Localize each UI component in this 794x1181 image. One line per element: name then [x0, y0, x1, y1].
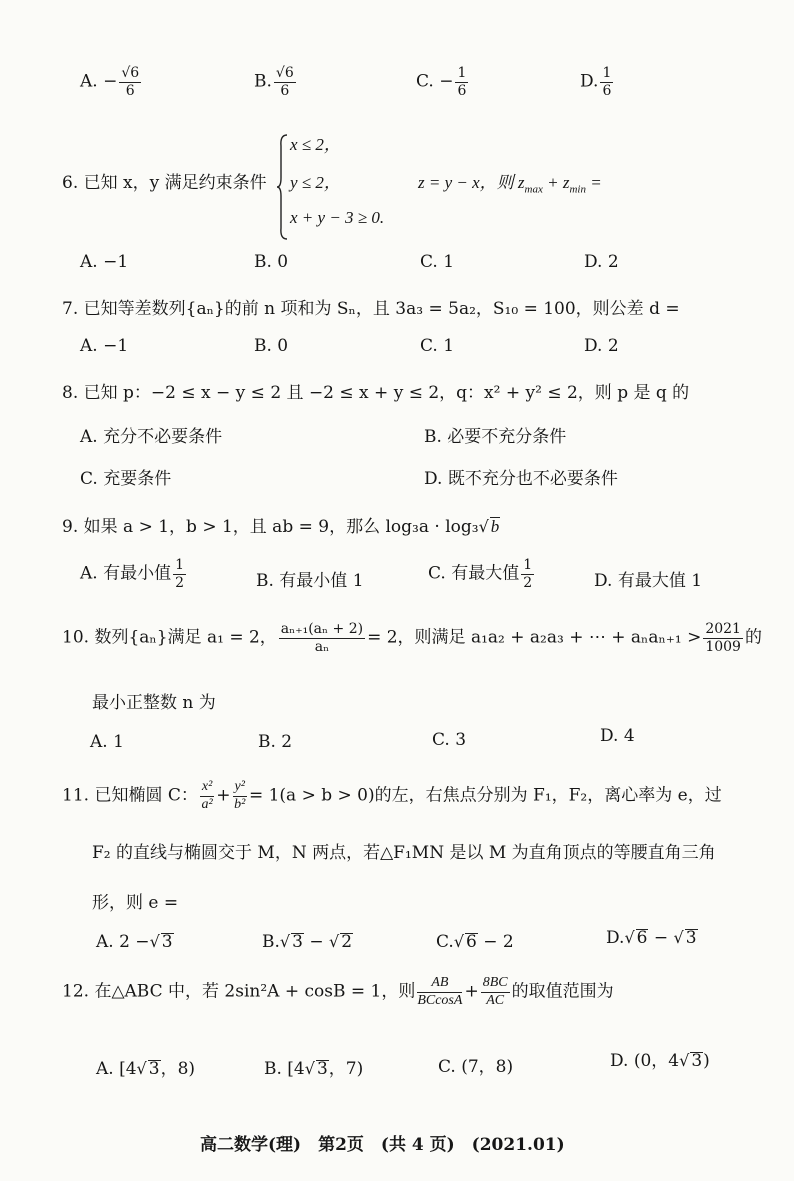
q12-option-b	[264, 1054, 363, 1079]
q8-option-d: D. 既不充分也不必要条件	[424, 469, 618, 489]
q5-option-d-label: D.	[580, 71, 599, 92]
q11-c-post: − 2	[477, 932, 514, 952]
q5-a-num: √6	[121, 65, 140, 81]
q9-c-den: 2	[523, 574, 533, 591]
q10-post: 的	[744, 627, 762, 648]
q5-option-b-frac	[274, 66, 296, 98]
q5-option-d	[580, 66, 615, 98]
q5-option-c	[416, 66, 470, 98]
q9-option-d: D. 有最大值 1	[594, 571, 703, 591]
q9-stem	[62, 512, 500, 537]
q9-option-a-frac	[173, 558, 186, 590]
q9-c-num: 1	[523, 557, 533, 573]
q11-y-num: y²	[233, 780, 247, 797]
q11-pre: 11. 已知椭圆 C：	[62, 785, 198, 806]
q11-b-radical-sign-2: √	[329, 932, 340, 951]
q5-option-b	[254, 66, 298, 98]
q6-condition-2: y ≤ 2，	[290, 173, 341, 192]
q12-a-radicand: 3	[148, 1059, 160, 1079]
q11-option-a	[96, 932, 174, 952]
q12-f-den: BCcosA	[417, 992, 463, 1008]
q11-line3: 形，则 e =	[92, 893, 179, 913]
q10-option-d: D. 4	[600, 726, 635, 746]
q5-d-den: 6	[602, 82, 612, 99]
q11-option-d	[606, 928, 698, 948]
q10-option-b: B. 2	[258, 732, 293, 752]
q11-d-radicand-1: 6	[636, 928, 648, 948]
q6-condition-1: x ≤ 2，	[290, 135, 341, 154]
q12-a-post: ，8)	[160, 1059, 196, 1079]
q9-stem-text: 9. 如果 a > 1，b > 1，且 ab = 9，那么 log₃a · log₃	[62, 517, 479, 537]
q10-option-c: C. 3	[432, 730, 467, 750]
q6-plus: + z	[542, 173, 570, 192]
q5-option-a	[80, 66, 143, 98]
q11-option-b-label: B.	[262, 932, 280, 952]
q9-option-b: B. 有最小值 1	[256, 571, 364, 591]
q12-b-radical-sign: √	[304, 1059, 315, 1078]
q11-option-a-label: A. 2 −	[96, 932, 150, 952]
q11-option-c-label: C.	[436, 932, 454, 952]
q12-stem	[62, 976, 614, 1008]
q5-c-num: 1	[457, 65, 467, 81]
q6-min-sub: min	[569, 183, 586, 196]
q11-plus: +	[216, 785, 231, 806]
q11-b-radical-sign-1: √	[279, 932, 291, 951]
q11-d-radical-sign-2: √	[673, 928, 684, 947]
q5-option-a-label: A. −	[80, 71, 118, 92]
q6-target	[418, 168, 602, 195]
q10-option-a: A. 1	[90, 732, 124, 752]
q9-a-num: 1	[175, 557, 185, 573]
q11-line2: F₂ 的直线与椭圆交于 M，N 两点，若△F₁MN 是以 M 为直角顶点的等腰直角三角	[92, 843, 716, 863]
q12-d-radicand: 3	[691, 1051, 703, 1071]
q7-option-b: B. 0	[254, 336, 289, 356]
q10-mid: = 2，则满足 a₁a₂ + a₂a₃ + ⋯ + aₙaₙ₊₁ >	[367, 627, 702, 648]
q12-option-c: C. (7，8)	[438, 1057, 514, 1077]
q10-f-den: aₙ	[314, 638, 330, 655]
q5-d-num: 1	[602, 65, 612, 81]
q12-pre: 12. 在△ABC 中，若 2sin²A + cosB = 1，则	[62, 981, 416, 1002]
q10-frac-2	[703, 622, 743, 654]
q6-option-a: A. −1	[80, 252, 129, 272]
q5-option-b-label: B.	[254, 71, 272, 92]
q6-condition-3: x + y − 3 ≥ 0.	[290, 208, 385, 227]
q7-option-c: C. 1	[420, 336, 455, 356]
q9-radical-sign: √	[478, 517, 489, 536]
q12-frac-2	[481, 976, 510, 1008]
q11-d-minus: −	[648, 928, 674, 948]
q12-option-d-label: D. (0，4	[610, 1051, 680, 1071]
q8-stem: 8. 已知 p：−2 ≤ x − y ≤ 2 且 −2 ≤ x + y ≤ 2，q：x² + y² ≤ 2，则 p 是 q 的	[62, 383, 690, 403]
q9-radicand: b	[490, 517, 500, 536]
q11-b-radicand-1: 3	[292, 932, 303, 952]
q10-pre: 10. 数列{aₙ}满足 a₁ = 2，	[62, 627, 277, 648]
q12-f-num: AB	[417, 976, 462, 993]
q11-x-den: a²	[201, 796, 213, 812]
q5-b-den: 6	[280, 82, 290, 99]
q10-stem	[62, 622, 762, 654]
q5-b-num: √6	[275, 65, 294, 81]
q11-b-radicand-2: 2	[341, 932, 353, 952]
q8-option-b: B. 必要不充分条件	[424, 427, 567, 447]
q5-option-c-frac	[455, 66, 468, 98]
q6-option-d: D. 2	[584, 252, 619, 272]
q7-option-d: D. 2	[584, 336, 619, 356]
page-footer: 高二数学(理) 第2页 (共 4 页) (2021.01)	[200, 1135, 565, 1155]
q6-eq: =	[585, 173, 602, 192]
q11-frac-y	[233, 780, 247, 812]
q7-option-a: A. −1	[80, 336, 129, 356]
q5-options	[0, 62, 794, 112]
q6-stem: 6. 已知 x，y 满足约束条件	[62, 173, 267, 193]
q9-option-a	[80, 558, 188, 590]
q6-brace	[276, 134, 288, 240]
q12-post: 的取值范围为	[511, 981, 614, 1002]
q10-f-num: aₙ₊₁(aₙ + 2)	[280, 621, 364, 637]
q6-max-sub: max	[524, 183, 543, 196]
q10-line2: 最小正整数 n 为	[92, 693, 216, 713]
q5-a-den: 6	[125, 82, 135, 99]
q12-option-b-label: B. [4	[264, 1059, 305, 1079]
q9-option-a-label: A. 有最小值	[80, 563, 172, 584]
q12-option-a	[96, 1054, 195, 1079]
q11-a-radicand: 3	[161, 932, 173, 952]
q11-a-radical-sign: √	[149, 932, 160, 951]
q12-frac-1	[417, 976, 462, 1008]
q5-c-den: 6	[457, 82, 467, 99]
q11-y-den: b²	[234, 796, 246, 812]
q11-stem	[62, 780, 722, 812]
q11-d-radical-sign-1: √	[624, 928, 635, 947]
q5-option-a-frac	[119, 66, 141, 98]
q11-d-radicand-2: 3	[685, 928, 697, 948]
q11-b-minus: −	[303, 932, 329, 952]
q9-a-den: 2	[175, 574, 185, 591]
q6-target-text: z = y − x，则 z	[418, 173, 525, 192]
q12-option-a-label: A. [4	[96, 1059, 137, 1079]
q7-stem: 7. 已知等差数列{aₙ}的前 n 项和为 Sₙ，且 3a₃ = 5a₂，S₁₀ = 100，则公差 d =	[62, 299, 680, 319]
q12-b-radicand: 3	[316, 1059, 328, 1079]
q6-option-c: C. 1	[420, 252, 455, 272]
q9-option-c-frac	[521, 558, 534, 590]
q12-g-num: 8BC	[481, 976, 510, 993]
q12-g-den: AC	[486, 992, 505, 1008]
q12-option-d	[610, 1046, 710, 1071]
q12-d-radical-sign: √	[679, 1051, 690, 1070]
q10-g-num: 2021	[705, 621, 741, 637]
q8-option-c: C. 充要条件	[80, 469, 172, 489]
q5-option-c-label: C. −	[416, 71, 454, 92]
q6-option-b: B. 0	[254, 252, 289, 272]
q8-option-a: A. 充分不必要条件	[80, 427, 223, 447]
q12-a-radical-sign: √	[136, 1059, 147, 1078]
q9-option-c	[428, 558, 536, 590]
q11-c-radicand: 6	[466, 932, 477, 952]
q11-frac-x	[200, 780, 214, 812]
q11-post: = 1(a > b > 0)的左，右焦点分别为 F₁，F₂，离心率为 e，过	[248, 785, 722, 806]
q10-frac-1	[279, 622, 365, 654]
q11-option-c	[436, 932, 514, 952]
q5-option-d-frac	[600, 66, 613, 98]
q12-plus: +	[464, 981, 479, 1002]
q11-option-b	[262, 932, 353, 952]
q9-option-c-label: C. 有最大值	[428, 563, 520, 584]
q11-option-d-label: D.	[606, 928, 625, 948]
q11-x-num: x²	[200, 780, 214, 797]
q10-g-den: 1009	[705, 638, 741, 655]
q12-b-post: ，7)	[328, 1059, 364, 1079]
q12-d-post: )	[703, 1051, 710, 1071]
q11-c-radical-sign: √	[453, 932, 465, 951]
